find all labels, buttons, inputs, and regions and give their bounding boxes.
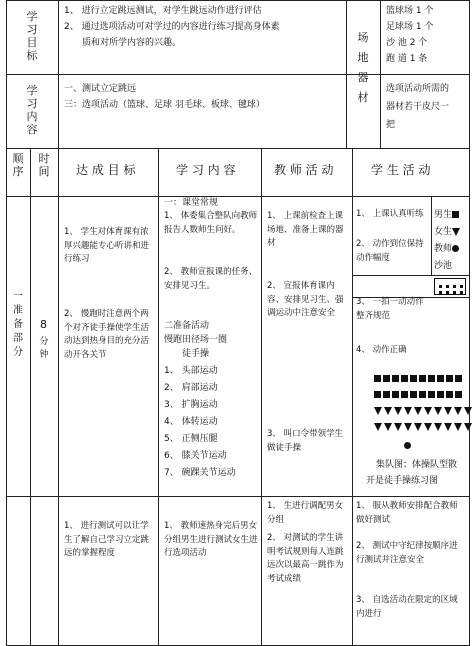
girl-triangle-icon [394,407,402,415]
girl-triangle-icon [384,407,392,415]
venue-item: 篮球场 1 个 [386,6,434,16]
rule [352,148,353,646]
part1-teacher: 2、 宣报体育课内容、安排见习生、强调运动中注意安全 [267,281,344,318]
girl-triangle-icon [374,423,382,431]
part1-learn-item: 2、 肩部运动 [164,383,218,393]
part2-goal: 1、 进行测试可以让学生了解自己学习立定跳远的掌握程度 [64,521,150,558]
rule [6,74,470,75]
girl-triangle-icon [374,407,382,415]
formation-diagram [374,372,466,462]
boy-square-icon [401,391,408,398]
part2-student: 1、 服从教师安排配合教师做好测试 [356,501,458,525]
objective-item: 质和对所学内容的兴趣。 [82,38,182,48]
legend-boy-label: 男生 [434,210,453,220]
boy-square-icon [419,391,426,398]
part2-teacher: 1、 生进行调配男女分组 [267,501,344,525]
boys-row [374,372,464,384]
boy-square-icon [383,375,390,382]
girls-row [374,420,474,432]
boy-square-icon [374,375,381,382]
girl-triangle-icon [444,423,452,431]
girl-triangle-icon [444,407,452,415]
boy-square-icon [410,375,417,382]
rule [431,196,432,275]
rule [158,148,159,646]
boy-square-icon [437,375,444,382]
part1-student: 4、 动作正确 [356,345,407,355]
part1-learn-item: 1、 头部运动 [164,366,218,376]
formation-caption: 集队图；体操队型散 [376,460,458,470]
part1-learn-item: 4、 体转运动 [164,417,218,427]
girl-triangle-icon [424,423,432,431]
part1-time-unit: 分钟 [39,337,49,360]
part1-learn-item: 2、 教师宣报课的任务、安排见习生。 [164,267,258,291]
objective-item: 2、 通过选项活动可对学过的内容进行练习提高身体素 [64,22,280,32]
part1-time-num: 8 [40,318,47,331]
girl-triangle-icon [454,423,462,431]
part1-learn-item: 3、 扩胸运动 [164,400,218,410]
header-learn: 学 习 内 容 [176,163,236,177]
venue-extra: 选项活动所需的 [386,84,450,94]
rule [6,0,470,1]
part1-goal: 1、 学生对体育课有浓厚兴趣能专心听讲和进行练习 [64,227,150,264]
boy-square-icon [446,391,453,398]
legend-girl [434,225,462,239]
rule [58,0,59,148]
legend-teacher [434,242,459,256]
lesson-plan-table [6,0,470,646]
teacher-dot-icon [404,442,411,449]
part1-learn-item: 慢跑田径场一圈 [164,335,228,345]
boy-square-icon [410,391,417,398]
part1-learn-item: 徒手操 [182,349,210,359]
part1-learn-item: 1、 体委集合整队向教师报告人数师生问好。 [164,211,258,235]
girl-triangle-icon [464,407,472,415]
part1-learn-item: 二准备活动 [164,321,210,331]
rule [469,0,470,646]
boy-square-icon [392,375,399,382]
boy-square-icon [455,391,462,398]
teacher-dot-icon [452,245,459,252]
girl-triangle-icon [404,423,412,431]
part1-learn-item: 6、 膝关节运动 [164,451,227,461]
girl-triangle-icon [452,228,460,236]
boy-square-icon [455,375,462,382]
boy-square-icon [374,391,381,398]
girl-triangle-icon [404,407,412,415]
venue-extra: 把 [386,120,396,130]
boy-square-icon [452,211,459,218]
part1-goal: 2、 慢跑时注意两个两个对齐徒手操使学生活动达到热身目的充分活动开各关节 [64,309,150,360]
venue-item: 足球场 1 个 [386,22,434,32]
girl-triangle-icon [434,423,442,431]
boy-square-icon [419,375,426,382]
boy-square-icon [383,391,390,398]
rule [380,0,381,148]
boy-square-icon [437,391,444,398]
legend-boy [434,208,461,222]
legend-girl-label: 女生 [434,227,453,237]
formation-caption: 开是徒手操练习图 [366,476,439,486]
part1-student: 3、 一拍一动动作整齐规范 [356,297,424,321]
girl-triangle-icon [424,407,432,415]
part1-student: 1、 上课认真听练 [356,209,424,219]
part2-teacher: 2、 对测试的学生讲明考试规则每人连跳远次以最高一跳作为考试成绩 [267,533,344,584]
rule [346,0,347,148]
part2-student: 3、 自选活动在限定的区域内进行 [356,595,458,619]
rule [6,196,470,197]
rule [6,0,7,646]
boy-square-icon [392,391,399,398]
rule [6,496,470,497]
boy-square-icon [428,391,435,398]
part1-learn-intro: 一：课堂常规 [164,198,219,208]
sandpit-icon [434,278,466,295]
content-item: 一、测试立定跳远 [64,84,137,94]
header-time: 时间 [38,152,50,178]
girl-triangle-icon [434,407,442,415]
part2-student: 2、 测试中守纪律按顺序进行测试并注意安全 [356,541,458,565]
rule [58,148,59,646]
legend-sandpit: 沙池 [434,261,453,271]
rule [261,148,262,646]
part1-learn-item: 7、 碗踝关节运动 [164,468,236,478]
part1-teacher: 1、 上课前检查上课场地、准备上课的器材 [267,211,344,248]
part1-order: 一准备部分 [13,291,23,358]
rule [6,148,470,149]
girl-triangle-icon [384,423,392,431]
objectives-label: 学习目标 [26,10,38,62]
venue-label: 场地器材 [357,31,369,104]
objective-item: 1、 进行立定跳远测试，对学生跳远动作进行评估 [64,6,262,16]
content-item: 三：选项活动（篮球、足球 羽毛球、板球、毽球） [64,100,265,110]
girl-triangle-icon [394,423,402,431]
girl-triangle-icon [414,423,422,431]
rule [352,275,470,276]
boy-square-icon [428,375,435,382]
header-goal: 达 成 目 标 [76,163,136,177]
venue-item: 沙 池 2 个 [386,38,428,48]
girl-triangle-icon [454,407,462,415]
part1-student: 2、 动作到位保持动作幅度 [356,239,424,263]
part1-learn-item: 5、 正侧压腿 [164,434,218,444]
venue-extra: 器材若干皮尺一 [386,102,450,112]
boys-row [374,388,464,400]
header-student: 学 生 活 动 [371,163,431,177]
rule [30,148,31,646]
girl-triangle-icon [464,423,472,431]
girls-row [374,404,474,416]
legend-teacher-label: 教师 [434,244,453,254]
header-teacher: 教 师 活 动 [274,163,334,177]
boy-square-icon [446,375,453,382]
girl-triangle-icon [414,407,422,415]
content-label: 学习内容 [26,84,38,136]
boy-square-icon [401,375,408,382]
part2-learn: 1、 教师速热身完后男女分组男生进行测试女生进行选项活动 [164,521,258,558]
venue-item: 跑 道 1 条 [386,54,428,64]
part1-teacher: 3、 叫口令带领学生做徒手操 [267,429,344,453]
header-order: 顺序 [12,152,24,178]
